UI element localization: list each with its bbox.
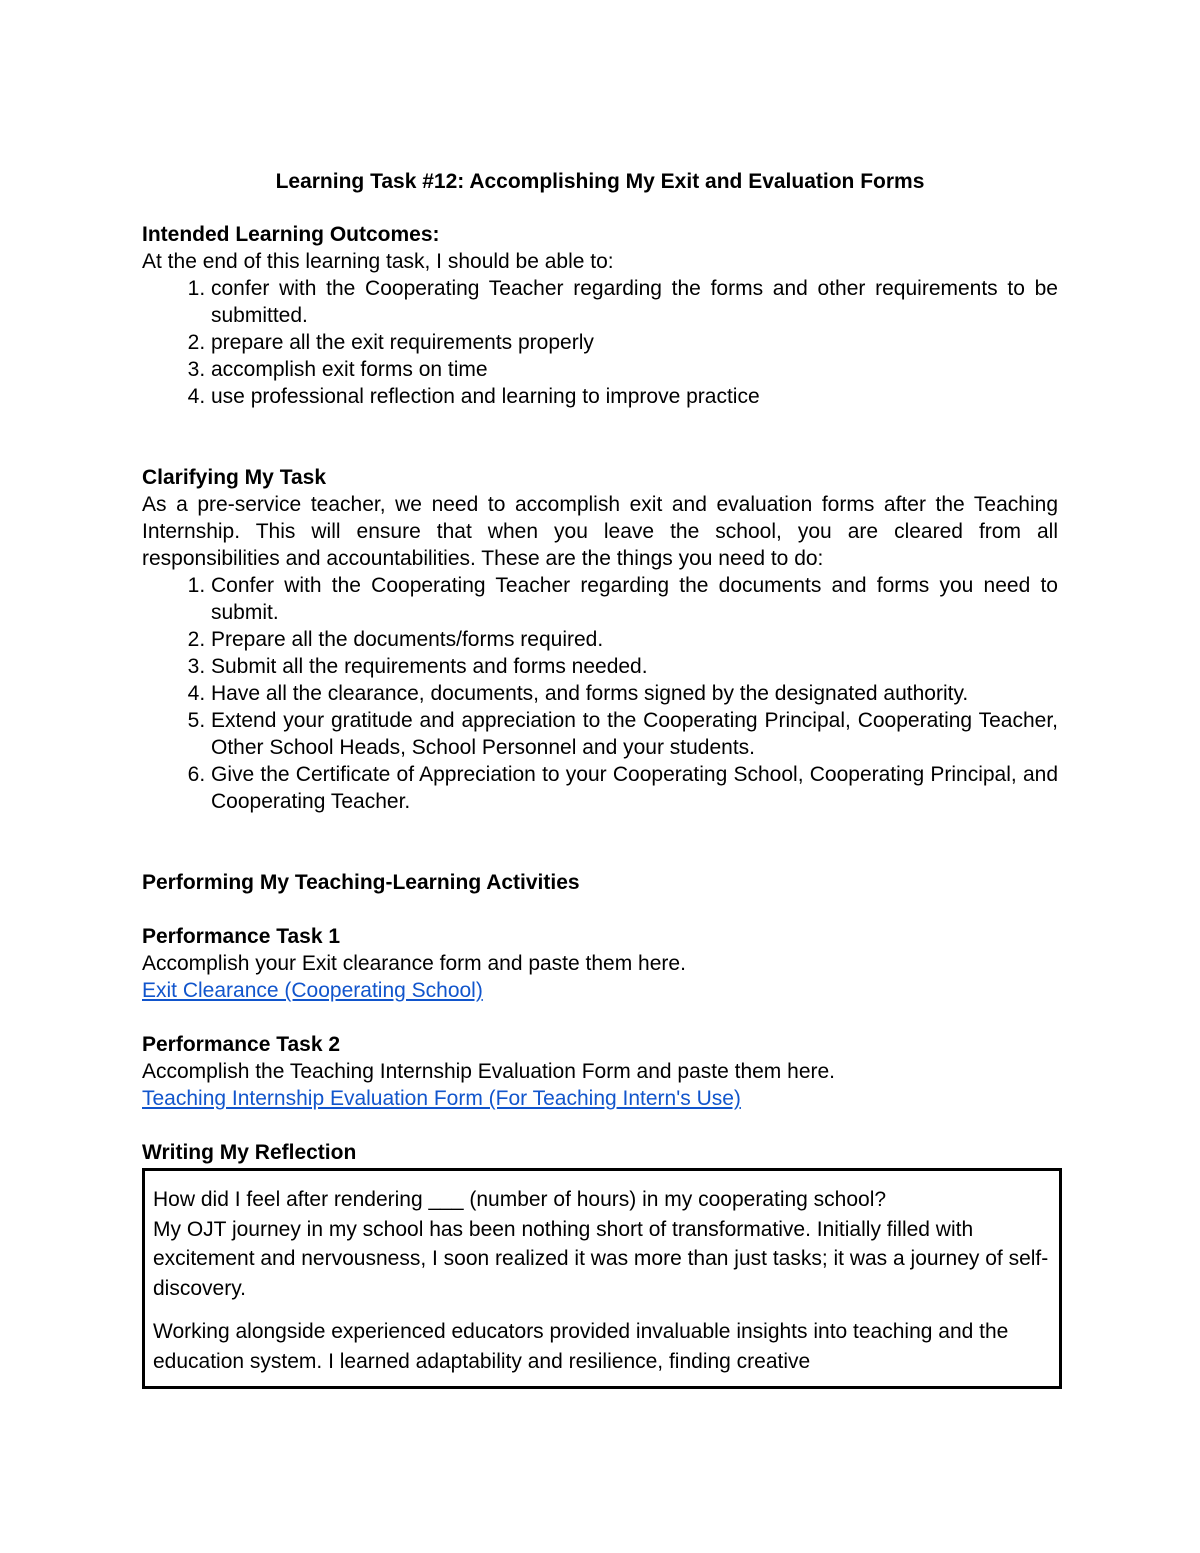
task1-heading: Performance Task 1 [142,925,341,948]
task2-heading: Performance Task 2 [142,1033,341,1056]
list-item: 4. Have all the clearance, documents, and forms signed by the designated authority. [211,680,1058,707]
reflection-paragraph: Working alongside experienced educators provided invaluable insights into teaching and the education system. I learned adaptability and resilience, finding creative [153,1320,1009,1373]
list-item: 4. use professional reflection and learning to improve practice [211,383,1058,410]
clarifying-intro: As a pre-service teacher, we need to accomplish exit and evaluation forms after the Teaching Internship. This will ensure that when you leave the school, you are cleared from all responsibilities and accountabilities. These are the things you need to do: [142,493,1058,570]
document-page [142,168,1058,1389]
spacer [142,896,1058,923]
outcomes-list [142,275,1058,410]
reflection-box[interactable] [142,1168,1062,1389]
list-item: 2. prepare all the exit requirements properly [211,329,1058,356]
list-item: 5. Extend your gratitude and appreciation to the Cooperating Principal, Cooperating Teacher, Other School Heads, School Personnel and your students. [211,707,1058,761]
evaluation-form-link[interactable]: Teaching Internship Evaluation Form (For Teaching Intern's Use) [142,1087,741,1110]
list-item: 1. confer with the Cooperating Teacher regarding the forms and other requirements to be submitted. [211,275,1058,329]
list-item: 2. Prepare all the documents/forms required. [211,626,1058,653]
reflection-heading: Writing My Reflection [142,1141,357,1164]
list-item: 3. Submit all the requirements and forms needed. [211,653,1058,680]
activities-heading: Performing My Teaching-Learning Activities [142,871,580,894]
task2-text: Accomplish the Teaching Internship Evaluation Form and paste them here. [142,1060,835,1083]
exit-clearance-link[interactable]: Exit Clearance (Cooperating School) [142,979,483,1002]
list-item: 3. accomplish exit forms on time [211,356,1058,383]
clarifying-list [142,572,1058,815]
spacer [142,410,1058,464]
task1-text: Accomplish your Exit clearance form and paste them here. [142,952,686,975]
list-item: 6. Give the Certificate of Appreciation to your Cooperating School, Cooperating Principal, and Cooperating Teacher. [211,761,1058,815]
spacer [142,1112,1058,1139]
outcomes-heading: Intended Learning Outcomes: [142,223,440,246]
outcomes-intro: At the end of this learning task, I should be able to: [142,250,614,273]
clarifying-heading: Clarifying My Task [142,466,326,489]
reflection-paragraph: My OJT journey in my school has been nothing short of transformative. Initially filled with excitement and nervousness, I soon realized it was more than just tasks; it was a journey of self-discovery. [153,1217,1049,1300]
spacer [142,815,1058,869]
list-item: 1. Confer with the Cooperating Teacher regarding the documents and forms you need to submit. [211,572,1058,626]
reflection-question: How did I feel after rendering ___ (number of hours) in my cooperating school? [153,1188,887,1211]
spacer [142,1004,1058,1031]
document-title: Learning Task #12: Accomplishing My Exit and Evaluation Forms [275,170,925,193]
